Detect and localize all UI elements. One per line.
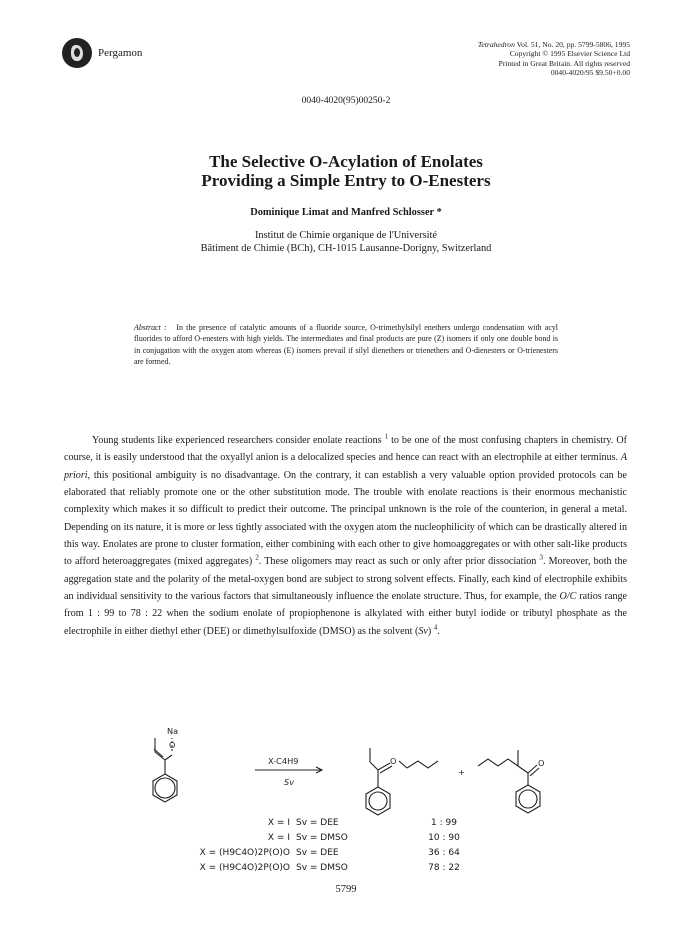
plus-sign: + <box>458 767 465 777</box>
solvent-label: Sv <box>284 777 295 787</box>
reference-2: 2 <box>255 554 259 563</box>
article-doi: 0040-4020(95)00250-2 <box>301 96 391 106</box>
oxygen-label: O <box>538 758 545 768</box>
publisher-block <box>62 38 142 68</box>
journal-volume: Vol. 51, No. 20, pp. 5799-5806, 1995 <box>516 40 630 49</box>
paragraph-1 <box>64 432 627 640</box>
body-segment: , this positional ambiguity is no disadvantage. On the contrary, it can establish a very valuable option provided protocols can be elaborated that reliably promote one or the other substitution mode. The trouble with enolate reactions is their enormous mechanistic complexity which makes it so difficult to predict their outcome. The principal unknown is the role of the counterion, in general a metal. Depending on its nature, it is more or less tightly associated with the oxygen atom the nucleophilicity of which can be drastically altered in this way. Enolates are prone to cluster formation, either combining with each other to give homoaggregates or with other salt-like products to afford heteroaggregates (mixed aggregates) <box>64 469 627 568</box>
bond-line <box>518 766 528 773</box>
condition-ratio: 1 : 99 <box>431 818 457 828</box>
publisher-name: Pergamon <box>98 47 143 59</box>
reagent-label: X-C4H9 <box>268 756 299 766</box>
body-segment: ) <box>427 625 432 637</box>
authors: Dominique Limat and Manfred Schlosser * <box>250 207 442 218</box>
benzene-hexagon <box>366 787 390 815</box>
condition-x: X = (H9C4O)2P(O)O <box>199 848 290 858</box>
affiliation-line-2: Bâtiment de Chimie (BCh), CH-1015 Lausanne-Dorigny, Switzerland <box>200 242 492 254</box>
body-segment: to be one of the most confusing chapters in chemistry. Of course, it is easily understood that the oxyallyl anion is a delocalized species and hence can react with an electrophile at either terminus. <box>64 435 627 464</box>
reference-4: 4 <box>433 623 438 632</box>
bond-line <box>380 766 392 773</box>
body-italic: O/C <box>559 591 577 603</box>
issn-line: 0040-4020/95 $9.50+0.00 <box>550 68 630 78</box>
condition-sv: Sv = DEE <box>296 848 339 858</box>
journal-name: Tetrahedron <box>477 40 515 49</box>
bond-line <box>528 765 537 773</box>
arrow-head-icon <box>316 767 322 773</box>
bond-line <box>154 749 163 757</box>
condition-x: X = I <box>267 818 290 828</box>
reference-3: 3 <box>539 554 543 563</box>
pergamon-logo-icon <box>62 38 92 68</box>
title-line-1: The Selective O-Acylation of Enolates <box>209 152 483 171</box>
condition-sv: Sv = DMSO <box>296 863 348 873</box>
body-text <box>64 432 627 640</box>
abstract-text: In the presence of catalytic amounts of a fluoride source, O-trimethylsilyl enethers undergo condensation with acyl fluorides to afford O-enesters with high yields. The intermediates and final products are pure (Z) isomers if only one double bond is in conjugation with the oxygen atom whereas (E) isomers prevail if silyl dienethers or trienethers and O-dienesters or O-trienesters are formed. <box>134 323 558 367</box>
page-number: 5799 <box>335 884 357 895</box>
reference-1: 1 <box>384 432 389 441</box>
benzene-hexagon <box>516 785 540 813</box>
affiliation-line-1: Institut de Chimie organique de l'Université <box>254 230 438 241</box>
bond-line <box>370 762 378 770</box>
oxygen-label: O <box>169 740 176 750</box>
copyright-line: Copyright © 1995 Elsevier Science Ltd <box>509 49 630 59</box>
bond-line <box>399 761 407 768</box>
butyl-chain <box>407 761 438 768</box>
abstract-label: Abstract : <box>134 323 167 332</box>
condition-sv: Sv = DMSO <box>296 833 348 843</box>
paper-title <box>0 152 692 190</box>
benzene-ring-icon <box>519 790 537 808</box>
condition-ratio: 10 : 90 <box>428 833 460 843</box>
oxygen-label: O <box>390 756 397 766</box>
condition-sv: Sv = DEE <box>296 818 339 828</box>
condition-x: X = I <box>267 833 290 843</box>
condition-ratio: 78 : 22 <box>428 863 460 873</box>
body-segment: . Moreover, both the aggregation state and the polarity of the metal-oxygen bond are subject to strong solvent effects. Finally, each kind of electrophile exhibits an individual sensitivity to the various factors that simultaneously influence the enolate structure. Thus, for example, the <box>64 556 627 603</box>
printed-line: Printed in Great Britain. All rights reserved <box>498 58 630 68</box>
body-segment: . <box>437 625 440 637</box>
body-italic: A priori <box>64 452 627 481</box>
condition-ratio: 36 : 64 <box>428 848 460 858</box>
journal-info <box>478 40 630 78</box>
benzene-ring-icon <box>369 792 387 810</box>
bond-line <box>530 768 539 776</box>
body-italic: Sv <box>418 625 428 637</box>
body-segment: . These oligomers may react as such or only after prior dissociation <box>258 556 537 568</box>
butyl-chain <box>478 759 518 766</box>
body-segment: ratios range from 1 : 99 to 78 : 22 when the sodium enolate of propiophenone is alkylated with either butyl iodide or tributyl phosphate as the electrophile in either diethyl ether (DEE) or dimethylsulfoxide (DMSO) as the solvent ( <box>64 591 628 637</box>
title-line-2: Providing a Simple Entry to O-Enesters <box>201 171 491 190</box>
benzene-hexagon <box>153 774 177 802</box>
benzene-ring-icon <box>155 778 175 798</box>
bond-line <box>165 755 172 760</box>
abstract <box>134 322 558 368</box>
condition-x: X = (H9C4O)2P(O)O <box>199 863 290 873</box>
bond-line <box>378 763 390 770</box>
sodium-label: Na <box>167 726 179 736</box>
affiliation <box>0 230 692 255</box>
body-segment: Young students like experienced researchers consider enolate reactions <box>92 435 382 446</box>
bond-line <box>155 752 165 760</box>
